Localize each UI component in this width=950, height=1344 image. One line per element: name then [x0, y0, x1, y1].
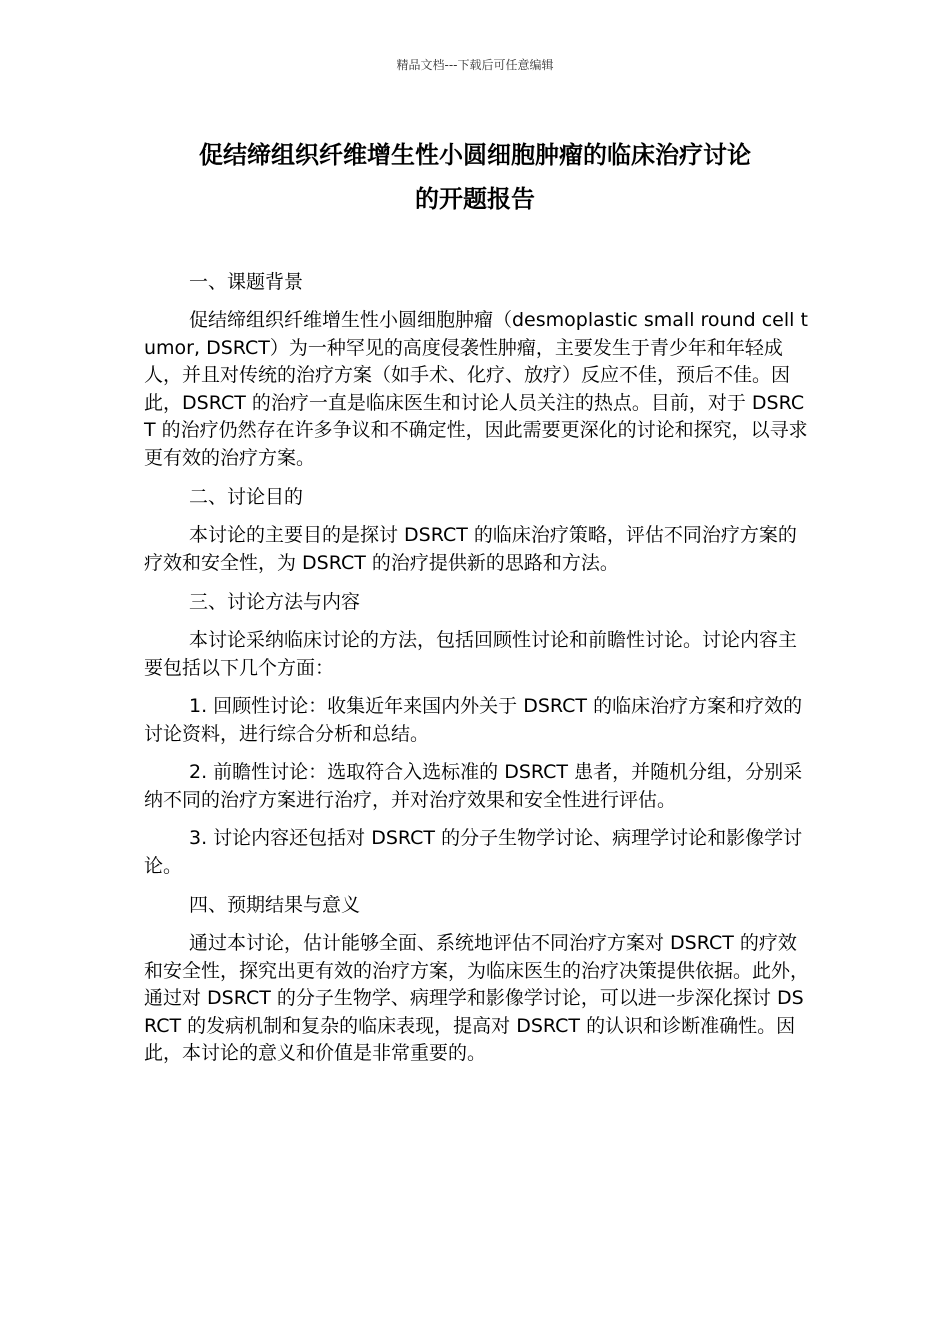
list-item-retrospective: 1. 回顾性讨论：收集近年来国内外关于 DSRCT 的临床治疗方案和疗效的讨论资料，进行综合分析和总结。	[144, 695, 803, 745]
list-item-other-studies: 3. 讨论内容还包括对 DSRCT 的分子生物学讨论、病理学讨论和影像学讨论。	[144, 827, 803, 877]
document-body	[144, 268, 812, 1079]
paragraph-purpose: 本讨论的主要目的是探讨 DSRCT 的临床治疗策略，评估不同治疗方案的疗效和安全性，为 DSRCT 的治疗提供新的思路和方法。	[144, 524, 797, 574]
paragraph-expected-results: 通过本讨论，估计能够全面、系统地评估不同治疗方案对 DSRCT 的疗效和安全性，探究出更有效的治疗方案，为临床医生的治疗决策提供依据。此外，通过对 DSRCT 的分子生物学、病理学和影像学讨论，可以进一步深化探讨 DSRCT 的发病机制和复杂的临床表现，提高对 DSRCT 的认识和诊断准确性。因此，本讨论的意义和价值是非常重要的。	[144, 932, 810, 1064]
document-title	[130, 133, 820, 221]
list-item-prospective: 2. 前瞻性讨论：选取符合入选标准的 DSRCT 患者，并随机分组，分别采纳不同的治疗方案进行治疗，并对治疗效果和安全性进行评估。	[144, 761, 803, 811]
section-heading-expected-results: 四、预期结果与意义	[189, 894, 361, 916]
paragraph-methods-intro: 本讨论采纳临床讨论的方法，包括回顾性讨论和前瞻性讨论。讨论内容主要包括以下几个方面：	[144, 629, 798, 679]
title-line-1: 促结缔组织纤维增生性小圆细胞肿瘤的临床治疗讨论	[199, 141, 751, 169]
section-heading-purpose: 二、讨论目的	[189, 486, 304, 508]
paragraph-background: 促结缔组织纤维增生性小圆细胞肿瘤（desmoplastic small round cell tumor, DSRCT）为一种罕见的高度侵袭性肿瘤，主要发生于青少年和年轻成人，并且对传统的治疗方案（如手术、化疗、放疗）反应不佳，预后不佳。因此，DSRCT 的治疗一直是临床医生和讨论人员关注的热点。目前，对于 DSRCT 的治疗仍然存在许多争议和不确定性，因此需要更深化的讨论和探究，以寻求更有效的治疗方案。	[144, 309, 808, 469]
header-note: 精品文档---下载后可任意编辑	[396, 58, 554, 72]
title-line-2: 的开题报告	[415, 185, 535, 213]
section-heading-background: 一、课题背景	[189, 271, 304, 293]
section-heading-methods: 三、讨论方法与内容	[189, 591, 361, 613]
